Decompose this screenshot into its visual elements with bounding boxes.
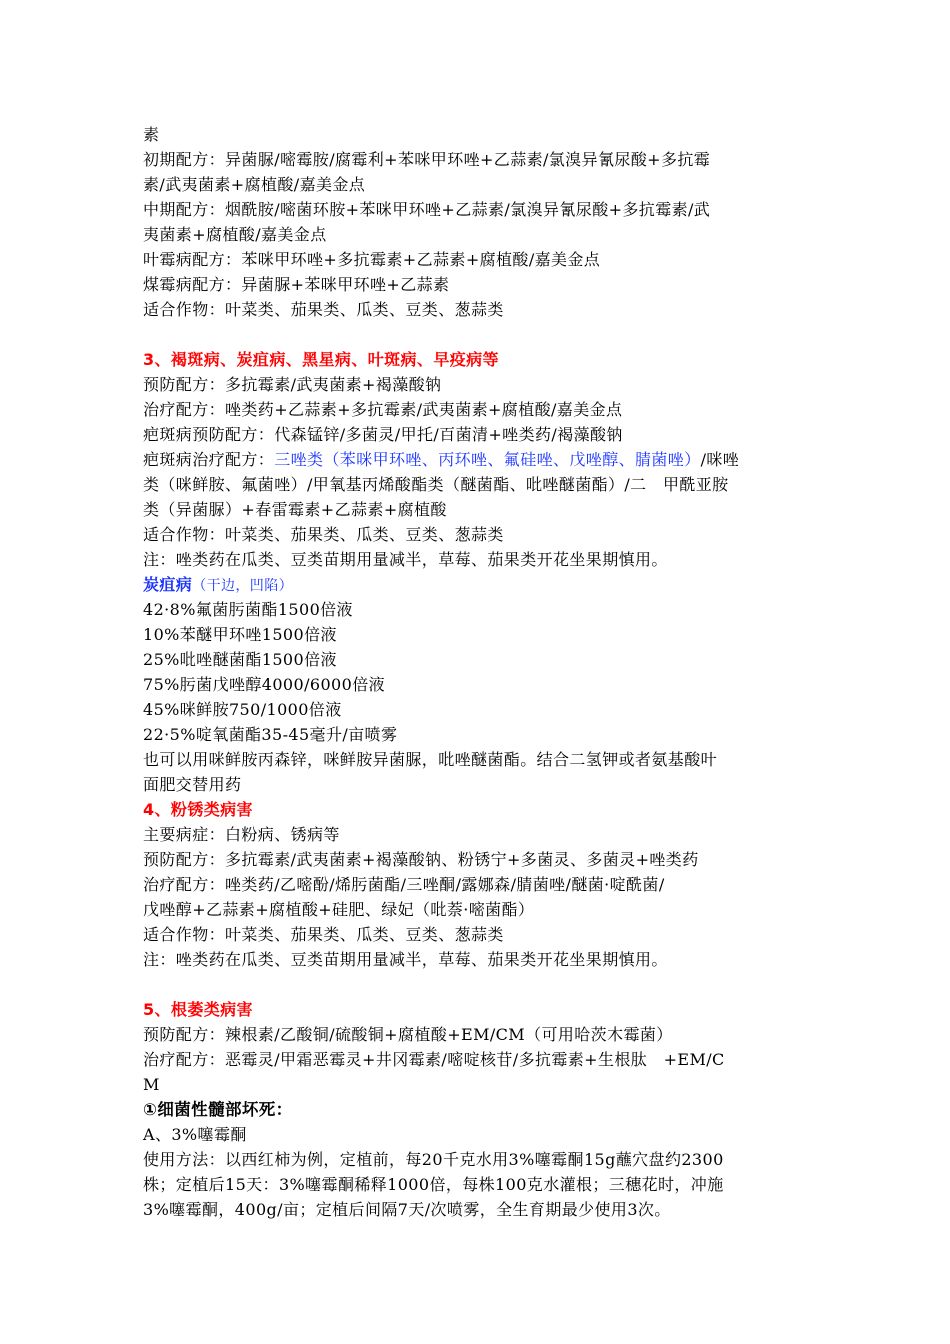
text-line: 预防配方：多抗霉素/武夷菌素+褐藻酸钠、粉锈宁+多菌灵、多菌灵+唑类药 bbox=[143, 850, 699, 869]
text-line: 类（异菌脲）+春雷霉素+乙蒜素+腐植酸 bbox=[143, 500, 447, 519]
anthracnose-title: 炭疽病 bbox=[143, 575, 193, 594]
text-line: 初期配方：异菌脲/嘧霉胺/腐霉利+苯咪甲环唑+乙蒜素/氯溴异氰尿酸+多抗霉 bbox=[143, 150, 711, 169]
text-line: 治疗配方：唑类药/乙嘧酚/烯肟菌酯/三唑酮/露娜森/腈菌唑/醚菌·啶酰菌/ bbox=[143, 875, 665, 894]
text-line: 3%噻霉酮，400g/亩；定植后间隔7天/次喷雾，全生育期最少使用3次。 bbox=[143, 1200, 671, 1219]
text-line: 面肥交替用药 bbox=[143, 775, 242, 794]
section-5 bbox=[143, 997, 823, 1222]
text-line: 治疗配方：唑类药+乙蒜素+多抗霉素/武夷菌素+腐植酸/嘉美金点 bbox=[143, 400, 623, 419]
treatment-suffix: /咪唑 bbox=[700, 450, 740, 469]
text-line: 疤斑病预防配方：代森锰锌/多菌灵/甲托/百菌清+唑类药/褐藻酸钠 bbox=[143, 425, 623, 444]
text-line: 叶霉病配方：苯咪甲环唑+多抗霉素+乙蒜素+腐植酸/嘉美金点 bbox=[143, 250, 601, 269]
text-line bbox=[143, 447, 823, 472]
text-line: 适合作物：叶菜类、茄果类、瓜类、豆类、葱蒜类 bbox=[143, 925, 504, 944]
text-line: 42·8%氟菌肟菌酯1500倍液 bbox=[143, 600, 353, 619]
text-line: 株；定植后15天：3%噻霉酮稀释1000倍，每株100克水灌根；三穗花时，冲施 bbox=[143, 1175, 724, 1194]
triazole-highlight: 三唑类（苯咪甲环唑、丙环唑、氟硅唑、戊唑醇、腈菌唑） bbox=[274, 450, 701, 469]
section-3 bbox=[143, 347, 823, 797]
text-line: 预防配方：多抗霉素/武夷菌素+褐藻酸钠 bbox=[143, 375, 442, 394]
document-page bbox=[143, 122, 823, 1222]
subsection-heading: ①细菌性髓部坏死： bbox=[143, 1100, 293, 1119]
section-heading: 3、褐斑病、炭疽病、黑星病、叶斑病、早疫病等 bbox=[143, 350, 499, 369]
text-line: 注：唑类药在瓜类、豆类苗期用量减半，草莓、茄果类开花坐果期慎用。 bbox=[143, 950, 668, 969]
treatment-prefix: 疤斑病治疗配方： bbox=[143, 450, 275, 469]
text-line: 适合作物：叶菜类、茄果类、瓜类、豆类、葱蒜类 bbox=[143, 300, 504, 319]
text-line: 注：唑类药在瓜类、豆类苗期用量减半，草莓、茄果类开花坐果期慎用。 bbox=[143, 550, 668, 569]
text-line: 22·5%啶氧菌酯35-45毫升/亩喷雾 bbox=[143, 725, 398, 744]
text-line: 煤霉病配方：异菌脲+苯咪甲环唑+乙蒜素 bbox=[143, 275, 450, 294]
text-line: 主要病症：白粉病、锈病等 bbox=[143, 825, 340, 844]
text-line: 使用方法：以西红柿为例，定植前，每20千克水用3%噻霉酮15g蘸穴盘约2300 bbox=[143, 1150, 724, 1169]
text-line: A、3%噻霉酮 bbox=[143, 1125, 247, 1144]
text-line: 也可以用咪鲜胺丙森锌，咪鲜胺异菌脲，吡唑醚菌酯。结合二氢钾或者氨基酸叶 bbox=[143, 750, 718, 769]
text-line: 25%吡唑醚菌酯1500倍液 bbox=[143, 650, 337, 669]
text-line: 类（咪鲜胺、氟菌唑）/甲氧基丙烯酸酯类（醚菌酯、吡唑醚菌酯）/二 甲酰亚胺 bbox=[143, 475, 729, 494]
text-line: M bbox=[143, 1075, 160, 1094]
anthracnose-subheading bbox=[143, 572, 823, 597]
intro-block bbox=[143, 122, 823, 322]
text-line: 预防配方：辣根素/乙酸铜/硫酸铜+腐植酸+EM/CM（可用哈茨木霉菌） bbox=[143, 1025, 673, 1044]
anthracnose-note: （干边，凹陷） bbox=[192, 578, 294, 594]
text-line: 戊唑醇+乙蒜素+腐植酸+硅肥、绿妃（吡萘·嘧菌酯） bbox=[143, 900, 535, 919]
text-line: 45%咪鲜胺750/1000倍液 bbox=[143, 700, 342, 719]
text-line: 中期配方：烟酰胺/嘧菌环胺+苯咪甲环唑+乙蒜素/氯溴异氰尿酸+多抗霉素/武 bbox=[143, 200, 711, 219]
text-line: 75%肟菌戊唑醇4000/6000倍液 bbox=[143, 675, 385, 694]
section-heading: 5、根萎类病害 bbox=[143, 1000, 253, 1019]
text-line: 10%苯醚甲环唑1500倍液 bbox=[143, 625, 337, 644]
text-line: 素 bbox=[143, 125, 160, 144]
text-line: 夷菌素+腐植酸/嘉美金点 bbox=[143, 225, 327, 244]
text-line: 素/武夷菌素+腐植酸/嘉美金点 bbox=[143, 175, 366, 194]
text-line: 治疗配方：恶霉灵/甲霜恶霉灵+井冈霉素/嘧啶核苷/多抗霉素+生根肽 +EM/C bbox=[143, 1050, 725, 1069]
section-4 bbox=[143, 797, 823, 972]
section-heading: 4、粉锈类病害 bbox=[143, 800, 253, 819]
text-line: 适合作物：叶菜类、茄果类、瓜类、豆类、葱蒜类 bbox=[143, 525, 504, 544]
